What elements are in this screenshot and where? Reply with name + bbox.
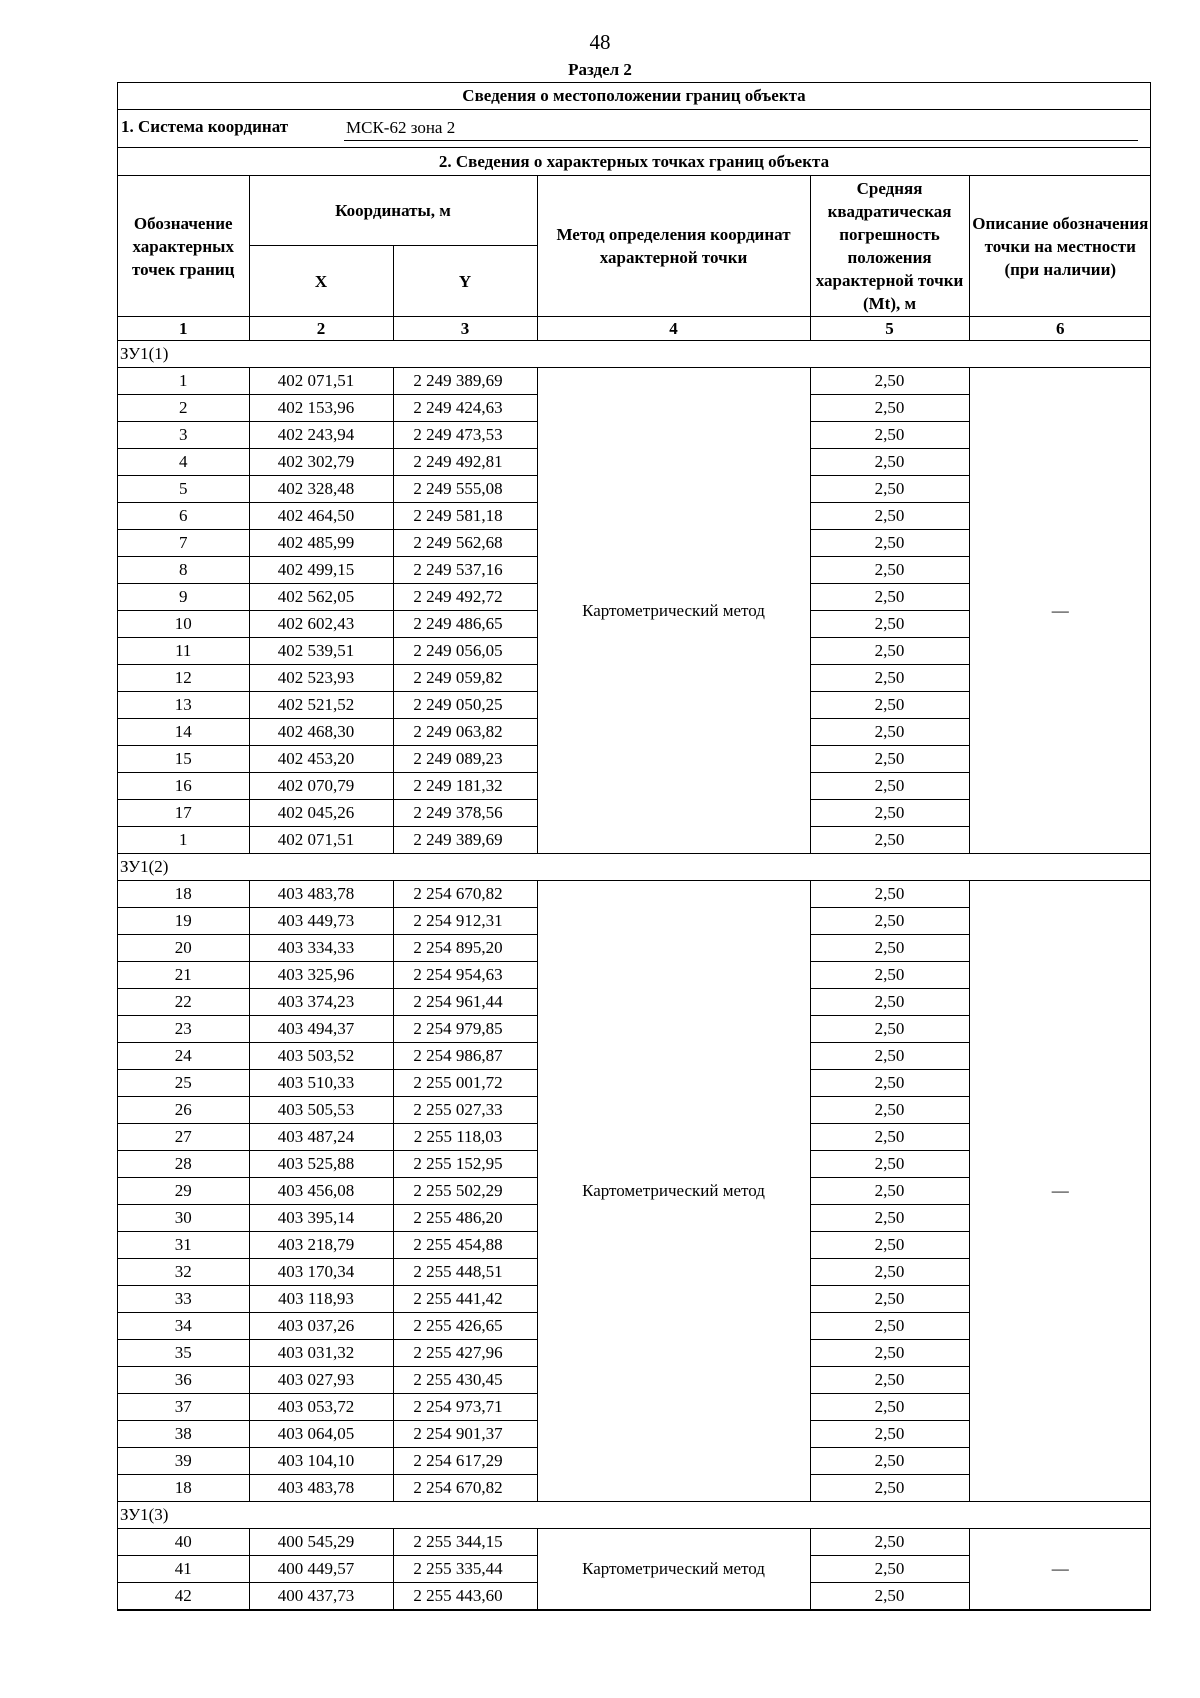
coord-x: 402 468,30: [249, 719, 393, 746]
coord-y: 2 255 001,72: [393, 1070, 537, 1097]
point-number: 3: [118, 422, 249, 449]
coord-y: 2 255 426,65: [393, 1313, 537, 1340]
coord-y: 2 249 424,63: [393, 395, 537, 422]
point-number: 32: [118, 1259, 249, 1286]
coord-x: 403 031,32: [249, 1340, 393, 1367]
table-row: [118, 1529, 1151, 1556]
description-cell: —: [969, 1529, 1151, 1610]
coord-x: 403 483,78: [249, 1475, 393, 1502]
coord-y: 2 255 027,33: [393, 1097, 537, 1124]
coord-x: 403 503,52: [249, 1043, 393, 1070]
header-error: Средняя квадратическая погрешность положения характерной точки (Mt), м: [810, 176, 969, 317]
coord-y: 2 249 555,08: [393, 476, 537, 503]
coord-y: 2 255 152,95: [393, 1151, 537, 1178]
group-label: ЗУ1(3): [118, 1502, 1151, 1529]
error-value: 2,50: [810, 800, 969, 827]
coord-x: 403 118,93: [249, 1286, 393, 1313]
coord-y: 2 255 443,60: [393, 1583, 537, 1610]
coord-x: 403 505,53: [249, 1097, 393, 1124]
point-number: 34: [118, 1313, 249, 1340]
coord-x: 400 449,57: [249, 1556, 393, 1583]
point-number: 30: [118, 1205, 249, 1232]
point-number: 7: [118, 530, 249, 557]
coord-x: 402 153,96: [249, 395, 393, 422]
coord-y: 2 254 670,82: [393, 1475, 537, 1502]
coord-y: 2 249 063,82: [393, 719, 537, 746]
coord-y: 2 254 617,29: [393, 1448, 537, 1475]
point-number: 26: [118, 1097, 249, 1124]
coord-y: 2 249 537,16: [393, 557, 537, 584]
point-number: 1: [118, 827, 249, 854]
point-number: 37: [118, 1394, 249, 1421]
coord-y: 2 249 089,23: [393, 746, 537, 773]
coord-x: 403 494,37: [249, 1016, 393, 1043]
coord-y: 2 249 562,68: [393, 530, 537, 557]
error-value: 2,50: [810, 1016, 969, 1043]
point-number: 4: [118, 449, 249, 476]
coord-system-label: 1. Система координат: [121, 117, 289, 136]
coord-x: 402 328,48: [249, 476, 393, 503]
point-number: 5: [118, 476, 249, 503]
description-cell: —: [969, 368, 1151, 854]
coord-y: 2 255 335,44: [393, 1556, 537, 1583]
coord-x: 403 170,34: [249, 1259, 393, 1286]
error-value: 2,50: [810, 1151, 969, 1178]
point-number: 2: [118, 395, 249, 422]
column-number: 4: [537, 317, 810, 341]
coord-x: 402 499,15: [249, 557, 393, 584]
point-number: 33: [118, 1286, 249, 1313]
point-number: 25: [118, 1070, 249, 1097]
error-value: 2,50: [810, 1340, 969, 1367]
group-label: ЗУ1(2): [118, 854, 1151, 881]
error-value: 2,50: [810, 1394, 969, 1421]
coord-y: 2 249 492,72: [393, 584, 537, 611]
error-value: 2,50: [810, 1178, 969, 1205]
point-number: 42: [118, 1583, 249, 1610]
error-value: 2,50: [810, 1124, 969, 1151]
coord-y: 2 254 979,85: [393, 1016, 537, 1043]
error-value: 2,50: [810, 449, 969, 476]
coord-y: 2 254 901,37: [393, 1421, 537, 1448]
error-value: 2,50: [810, 1556, 969, 1583]
header-coords: Координаты, м: [249, 176, 537, 246]
coord-y: 2 254 895,20: [393, 935, 537, 962]
error-value: 2,50: [810, 1529, 969, 1556]
coord-y: 2 255 502,29: [393, 1178, 537, 1205]
error-value: 2,50: [810, 962, 969, 989]
coord-y: 2 249 581,18: [393, 503, 537, 530]
point-number: 40: [118, 1529, 249, 1556]
point-number: 15: [118, 746, 249, 773]
document-frame: [117, 82, 1151, 1611]
coord-y: 2 255 118,03: [393, 1124, 537, 1151]
header-description: Описание обозначения точки на местности (при наличии): [969, 176, 1151, 317]
point-number: 1: [118, 368, 249, 395]
description-cell: —: [969, 881, 1151, 1502]
point-number: 13: [118, 692, 249, 719]
point-number: 23: [118, 1016, 249, 1043]
column-number: 3: [393, 317, 537, 341]
coord-y: 2 249 056,05: [393, 638, 537, 665]
coord-y: 2 249 389,69: [393, 368, 537, 395]
error-value: 2,50: [810, 530, 969, 557]
coord-x: 403 449,73: [249, 908, 393, 935]
coord-x: 402 523,93: [249, 665, 393, 692]
coord-y: 2 254 912,31: [393, 908, 537, 935]
point-number: 31: [118, 1232, 249, 1259]
coord-system-value: МСК-62 зона 2: [344, 116, 1138, 141]
error-value: 2,50: [810, 611, 969, 638]
point-number: 14: [118, 719, 249, 746]
column-number: 1: [118, 317, 249, 341]
point-number: 27: [118, 1124, 249, 1151]
coord-y: 2 255 344,15: [393, 1529, 537, 1556]
points-table: [118, 176, 1151, 1610]
coord-x: 402 562,05: [249, 584, 393, 611]
coord-x: 400 437,73: [249, 1583, 393, 1610]
point-number: 17: [118, 800, 249, 827]
header-y: Y: [393, 246, 537, 317]
coord-x: 402 539,51: [249, 638, 393, 665]
point-number: 19: [118, 908, 249, 935]
error-value: 2,50: [810, 1259, 969, 1286]
error-value: 2,50: [810, 935, 969, 962]
coord-x: 403 104,10: [249, 1448, 393, 1475]
point-number: 39: [118, 1448, 249, 1475]
coord-x: 403 325,96: [249, 962, 393, 989]
point-number: 6: [118, 503, 249, 530]
error-value: 2,50: [810, 746, 969, 773]
error-value: 2,50: [810, 584, 969, 611]
error-value: 2,50: [810, 665, 969, 692]
error-value: 2,50: [810, 989, 969, 1016]
coord-y: 2 249 492,81: [393, 449, 537, 476]
coord-x: 403 027,93: [249, 1367, 393, 1394]
point-number: 22: [118, 989, 249, 1016]
coord-x: 402 071,51: [249, 368, 393, 395]
coord-y: 2 255 430,45: [393, 1367, 537, 1394]
error-value: 2,50: [810, 908, 969, 935]
coord-x: 402 045,26: [249, 800, 393, 827]
error-value: 2,50: [810, 1043, 969, 1070]
point-number: 20: [118, 935, 249, 962]
coord-y: 2 249 050,25: [393, 692, 537, 719]
point-number: 29: [118, 1178, 249, 1205]
error-value: 2,50: [810, 1448, 969, 1475]
coord-y: 2 254 961,44: [393, 989, 537, 1016]
coord-x: 403 395,14: [249, 1205, 393, 1232]
coord-y: 2 249 059,82: [393, 665, 537, 692]
header-method: Метод определения координат характерной точки: [537, 176, 810, 317]
method-cell: Картометрический метод: [537, 1529, 810, 1610]
error-value: 2,50: [810, 692, 969, 719]
method-cell: Картометрический метод: [537, 881, 810, 1502]
point-number: 18: [118, 881, 249, 908]
column-number: 6: [969, 317, 1151, 341]
coord-y: 2 249 378,56: [393, 800, 537, 827]
point-number: 41: [118, 1556, 249, 1583]
coord-y: 2 254 986,87: [393, 1043, 537, 1070]
coord-x: 402 453,20: [249, 746, 393, 773]
coord-y: 2 249 181,32: [393, 773, 537, 800]
column-number: 2: [249, 317, 393, 341]
coord-x: 403 525,88: [249, 1151, 393, 1178]
coord-y: 2 249 486,65: [393, 611, 537, 638]
points-subtitle: 2. Сведения о характерных точках границ объекта: [118, 148, 1150, 176]
point-number: 24: [118, 1043, 249, 1070]
coord-x: 402 243,94: [249, 422, 393, 449]
coord-y: 2 255 486,20: [393, 1205, 537, 1232]
coord-x: 403 053,72: [249, 1394, 393, 1421]
coord-x: 402 302,79: [249, 449, 393, 476]
error-value: 2,50: [810, 557, 969, 584]
point-number: 35: [118, 1340, 249, 1367]
coord-x: 402 521,52: [249, 692, 393, 719]
point-number: 12: [118, 665, 249, 692]
error-value: 2,50: [810, 1421, 969, 1448]
points-table-body: [118, 341, 1151, 1610]
coord-x: 403 487,24: [249, 1124, 393, 1151]
coord-x: 402 071,51: [249, 827, 393, 854]
error-value: 2,50: [810, 638, 969, 665]
point-number: 10: [118, 611, 249, 638]
header-x: X: [249, 246, 393, 317]
error-value: 2,50: [810, 1232, 969, 1259]
coord-x: 402 602,43: [249, 611, 393, 638]
error-value: 2,50: [810, 1367, 969, 1394]
coord-x: 400 545,29: [249, 1529, 393, 1556]
error-value: 2,50: [810, 1286, 969, 1313]
coord-x: 403 483,78: [249, 881, 393, 908]
coord-y: 2 249 389,69: [393, 827, 537, 854]
point-number: 9: [118, 584, 249, 611]
point-number: 21: [118, 962, 249, 989]
point-number: 18: [118, 1475, 249, 1502]
coord-y: 2 249 473,53: [393, 422, 537, 449]
coord-x: 403 456,08: [249, 1178, 393, 1205]
error-value: 2,50: [810, 1313, 969, 1340]
document-title: Сведения о местоположении границ объекта: [118, 83, 1150, 110]
coord-x: 403 218,79: [249, 1232, 393, 1259]
point-number: 11: [118, 638, 249, 665]
table-row: [118, 368, 1151, 395]
coord-x: 403 037,26: [249, 1313, 393, 1340]
error-value: 2,50: [810, 422, 969, 449]
coord-x: 403 064,05: [249, 1421, 393, 1448]
coord-y: 2 255 448,51: [393, 1259, 537, 1286]
error-value: 2,50: [810, 1475, 969, 1502]
error-value: 2,50: [810, 1583, 969, 1610]
point-number: 16: [118, 773, 249, 800]
coord-system-row: [118, 110, 1150, 148]
point-number: 28: [118, 1151, 249, 1178]
error-value: 2,50: [810, 719, 969, 746]
column-number: 5: [810, 317, 969, 341]
coord-x: 403 334,33: [249, 935, 393, 962]
coord-x: 402 464,50: [249, 503, 393, 530]
coord-y: 2 255 427,96: [393, 1340, 537, 1367]
table-row: [118, 881, 1151, 908]
coord-y: 2 255 454,88: [393, 1232, 537, 1259]
error-value: 2,50: [810, 476, 969, 503]
coord-y: 2 254 954,63: [393, 962, 537, 989]
method-cell: Картометрический метод: [537, 368, 810, 854]
coord-y: 2 255 441,42: [393, 1286, 537, 1313]
coord-x: 402 485,99: [249, 530, 393, 557]
error-value: 2,50: [810, 368, 969, 395]
error-value: 2,50: [810, 1097, 969, 1124]
error-value: 2,50: [810, 773, 969, 800]
point-number: 36: [118, 1367, 249, 1394]
error-value: 2,50: [810, 1070, 969, 1097]
coord-x: 403 510,33: [249, 1070, 393, 1097]
coord-y: 2 254 973,71: [393, 1394, 537, 1421]
coord-x: 403 374,23: [249, 989, 393, 1016]
page-number: 48: [589, 30, 611, 54]
coord-y: 2 254 670,82: [393, 881, 537, 908]
error-value: 2,50: [810, 827, 969, 854]
header-point: Обозначение характерных точек границ: [118, 176, 249, 317]
point-number: 38: [118, 1421, 249, 1448]
group-label: ЗУ1(1): [118, 341, 1151, 368]
error-value: 2,50: [810, 881, 969, 908]
coord-x: 402 070,79: [249, 773, 393, 800]
point-number: 8: [118, 557, 249, 584]
error-value: 2,50: [810, 1205, 969, 1232]
section-title: Раздел 2: [568, 60, 632, 79]
error-value: 2,50: [810, 395, 969, 422]
error-value: 2,50: [810, 503, 969, 530]
